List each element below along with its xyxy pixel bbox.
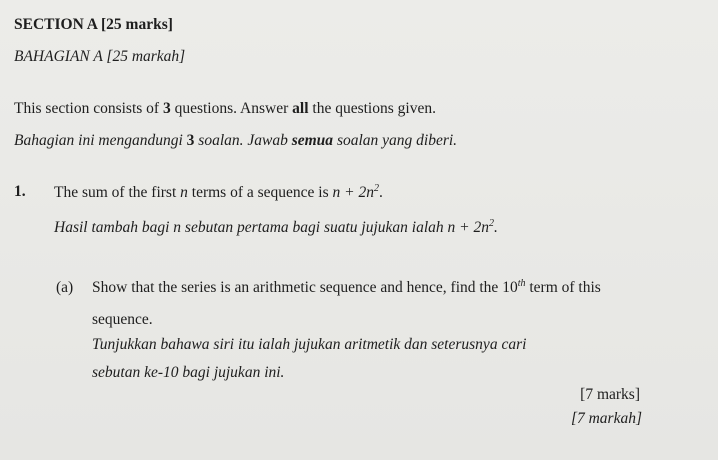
sum-formula: [448, 219, 494, 236]
stem-punctuation: .: [378, 184, 383, 201]
stem-text: sebutan pertama bagi suatu jujukan ialah: [184, 219, 444, 236]
instruction-text: questions. Answer: [170, 100, 293, 117]
formula-base: n + 2n: [332, 184, 374, 201]
question-number: 1.: [14, 183, 26, 200]
part-a-text-english: [92, 278, 601, 298]
sum-formula: [333, 184, 379, 201]
section-title: SECTION A [25 marks]: [14, 16, 173, 33]
instruction-text: the questions given.: [308, 100, 436, 117]
formula-exponent: 2: [373, 183, 379, 194]
section-title-malay: BAHAGIAN A [25 markah]: [14, 48, 186, 65]
instruction-english: [14, 99, 436, 119]
instruction-malay: [14, 131, 457, 151]
instruction-text: Bahagian ini mengandungi: [14, 132, 187, 149]
part-text: Show that the series is an arithmetic sequence and hence, find the: [92, 279, 499, 296]
instruction-emphasis: all: [292, 100, 309, 117]
instruction-count: 3: [162, 100, 171, 117]
marks-english: [7 marks]: [580, 386, 640, 403]
part-text: term of this: [529, 279, 601, 296]
question-stem-malay: [54, 218, 498, 238]
stem-text: The sum of the first: [54, 184, 177, 201]
instruction-emphasis: semua: [291, 132, 334, 149]
instruction-text: This section consists of: [14, 100, 163, 117]
instruction-text: soalan. Jawab: [194, 132, 292, 149]
stem-text: Hasil tambah bagi: [54, 219, 170, 236]
tenth-base: 10: [502, 279, 518, 296]
stem-punctuation: .: [494, 219, 498, 236]
instruction-text: soalan yang diberi.: [333, 132, 458, 149]
question-stem-english: [54, 183, 383, 203]
marks-malay: [7 markah]: [570, 410, 642, 427]
part-a-label: (a): [56, 279, 74, 296]
variable-n: n: [173, 219, 182, 236]
variable-n: n: [180, 184, 188, 201]
tenth-term: [502, 279, 525, 296]
instruction-count: 3: [186, 132, 195, 149]
part-a-text-english-2: sequence.: [92, 311, 153, 328]
stem-text: terms of a sequence is: [191, 184, 329, 201]
part-a-text-malay-2: sebutan ke-10 bagi jujukan ini.: [92, 364, 285, 381]
formula-exponent: 2: [489, 218, 495, 229]
formula-base: n + 2n: [447, 219, 490, 236]
tenth-suffix: th: [517, 278, 526, 289]
part-a-text-malay: Tunjukkan bahawa siri itu ialah jujukan aritmetik dan seterusnya cari: [92, 336, 527, 353]
